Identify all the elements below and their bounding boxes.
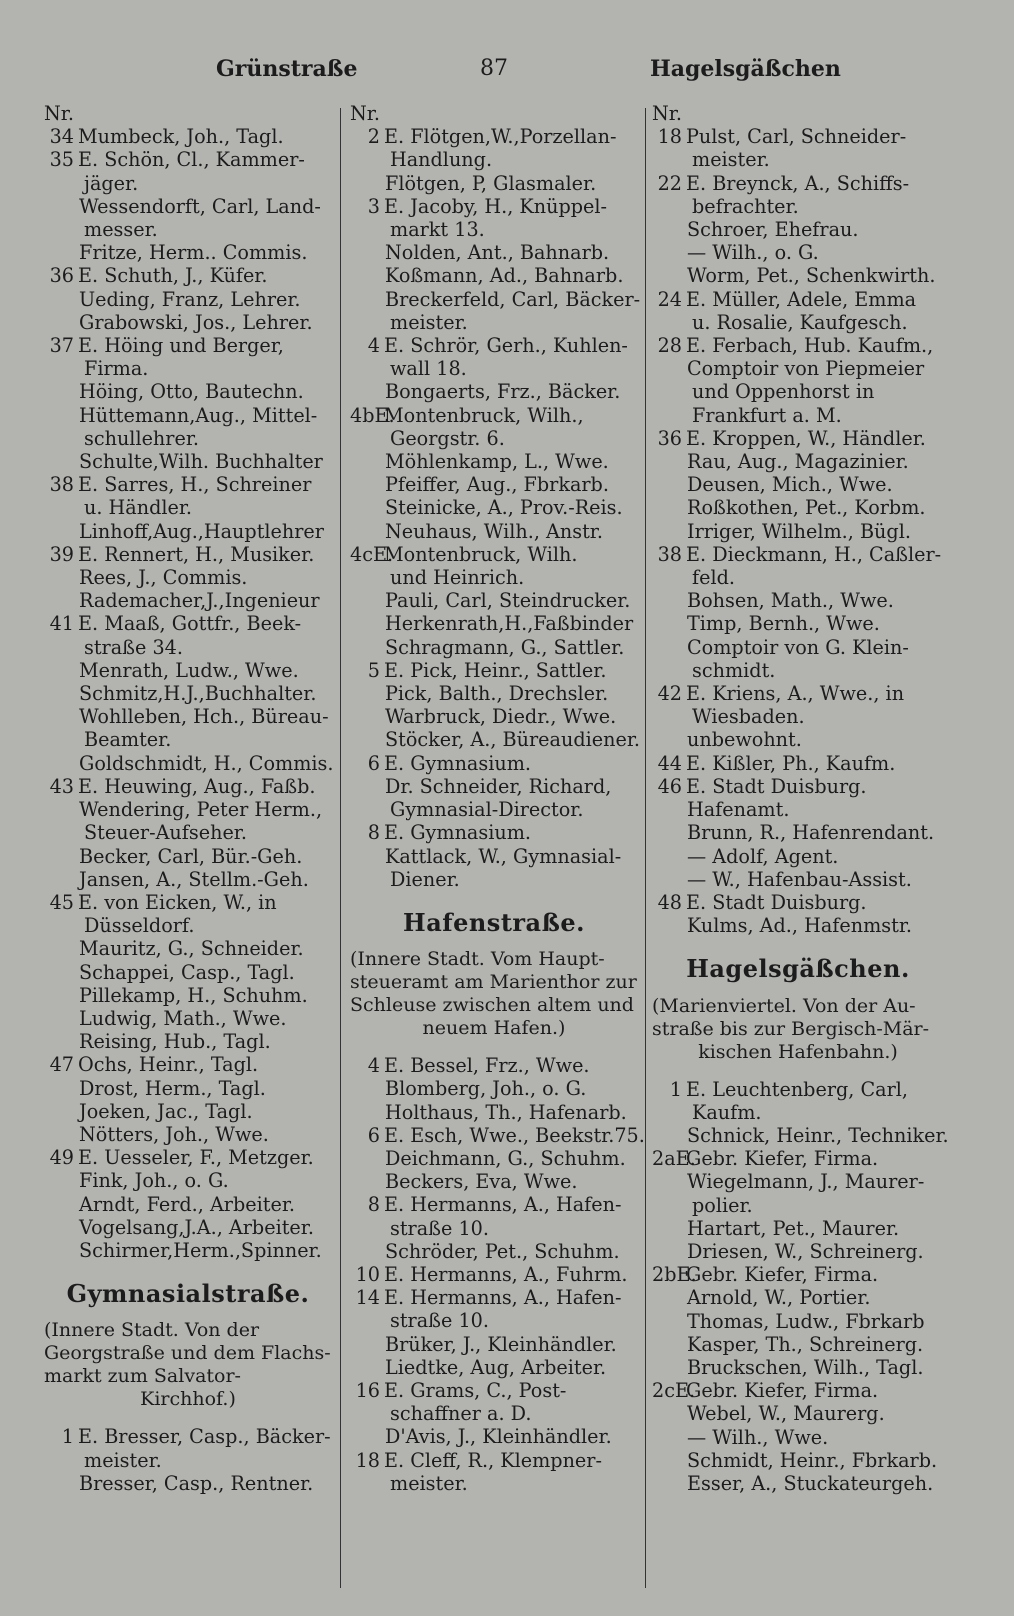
entry-text: E. Hermanns, A., Hafen- — [384, 1286, 622, 1310]
entry-text: E. Müller, Adele, Emma — [686, 287, 917, 311]
house-number: 18 — [657, 125, 682, 149]
entry-text: E. Rennert, H., Musiker. — [78, 542, 315, 566]
entry-text: E. Hermanns, A., Hafen- — [384, 1193, 622, 1217]
directory-entry — [652, 1263, 944, 1286]
resident-line: Driesen, W., Schreinerg. — [687, 1239, 924, 1263]
entry-continuation: feld. — [692, 566, 735, 590]
resident-line: Webel, W., Maurerg. — [687, 1402, 885, 1426]
house-number: 10 — [355, 1262, 380, 1286]
entry-continuation: Wiesbaden. — [692, 705, 805, 729]
directory-entry — [350, 404, 638, 427]
house-number: 49 — [49, 1146, 74, 1170]
directory-entry — [350, 1054, 638, 1077]
entry-continuation: Georgstr. 6. — [390, 426, 505, 450]
entry-text: Gebr. Kiefer, Firma. — [686, 1147, 879, 1171]
directory-entry — [652, 775, 944, 798]
resident-line: Brunn, R., Hafenrendant. — [687, 821, 935, 845]
entry-continuation: straße 34. — [84, 635, 183, 659]
description-line: steueramt am Marienthor zur — [350, 971, 637, 994]
entry-continuation: schmidt. — [692, 658, 776, 682]
entry-continuation: meister. — [390, 1471, 468, 1495]
resident-line: Hartart, Pet., Maurer. — [687, 1216, 900, 1240]
house-number: 22 — [657, 171, 682, 195]
resident-line: Nötters, Joh., Wwe. — [79, 1122, 269, 1146]
entry-text: E. Breynck, A., Schiffs- — [686, 171, 910, 195]
entry-text: E. Leuchtenberg, Carl, — [686, 1077, 909, 1101]
house-number: 42 — [657, 682, 682, 706]
resident-line: Schnick, Heinr., Techniker. — [687, 1123, 949, 1147]
resident-line: Reising, Hub., Tagl. — [79, 1030, 271, 1054]
description-line: markt zum Salvator- — [44, 1365, 241, 1388]
directory-entry — [350, 1193, 638, 1216]
directory-entry — [350, 659, 638, 682]
directory-entry — [652, 288, 944, 311]
house-number: 8 — [367, 1193, 380, 1217]
directory-entry — [44, 148, 332, 171]
running-head-right: Hagelsgäßchen — [650, 56, 841, 82]
street-description — [44, 1319, 332, 1411]
directory-entry — [652, 1379, 944, 1402]
house-number: 35 — [49, 148, 74, 172]
house-number: 1 — [669, 1077, 682, 1101]
directory-entry — [652, 891, 944, 914]
resident-line: Hafenamt. — [687, 798, 790, 822]
house-number: 18 — [355, 1448, 380, 1472]
entry-continuation: Düsseldorf. — [84, 914, 195, 938]
entry-continuation: Handlung. — [390, 148, 493, 172]
house-number: 45 — [49, 890, 74, 914]
resident-line: Goldschmidt, H., Commis. — [79, 751, 334, 775]
entry-text: E. von Eicken, W., in — [78, 890, 277, 914]
entry-text: E. Schön, Cl., Kammer- — [78, 148, 305, 172]
resident-line: Pillekamp, H., Schuhm. — [79, 983, 308, 1007]
entry-text: Montenbruck, Wilh., — [384, 403, 584, 427]
entry-text: E. Stadt Duisburg. — [686, 890, 867, 914]
directory-entry — [44, 612, 332, 635]
resident-line: Wessendorft, Carl, Land- — [79, 194, 321, 218]
resident-line: Brüker, J., Kleinhändler. — [385, 1332, 617, 1356]
directory-entry — [44, 1053, 332, 1076]
resident-line: — Adolf, Agent. — [687, 844, 839, 868]
house-number: 38 — [657, 542, 682, 566]
house-number: 28 — [657, 334, 682, 358]
house-number: 4 — [367, 334, 380, 358]
street-heading: Gymnasialstraße. — [66, 1279, 310, 1309]
resident-line: Fink, Joh., o. G. — [79, 1169, 229, 1193]
entry-continuation: meister. — [390, 310, 468, 334]
entry-text: E. Cleff, R., Klempner- — [384, 1448, 602, 1472]
directory-entry — [652, 752, 944, 775]
directory-entry — [350, 125, 638, 148]
resident-line: Thomas, Ludw., Fbrkarb — [687, 1309, 925, 1333]
resident-line: Rau, Aug., Magazinier. — [687, 450, 909, 474]
house-number: 4bE. — [350, 403, 395, 427]
directory-entry — [44, 1425, 332, 1448]
resident-line: Drost, Herm., Tagl. — [79, 1076, 266, 1100]
description-line: straße bis zur Bergisch-Mär- — [652, 1017, 930, 1040]
entry-continuation: und Oppenhorst in — [692, 380, 875, 404]
entry-continuation: Steuer-Aufseher. — [84, 821, 247, 845]
nr-heading: Nr. — [350, 102, 380, 125]
entry-text: Mumbeck, Joh., Tagl. — [78, 125, 284, 149]
entry-text: E. Kißler, Ph., Kaufm. — [686, 751, 896, 775]
house-number: 39 — [49, 542, 74, 566]
resident-line: Jansen, A., Stellm.-Geh. — [79, 867, 309, 891]
entry-continuation: und Heinrich. — [390, 566, 525, 590]
directory-entry — [350, 1379, 638, 1402]
house-number: 5 — [367, 658, 380, 682]
resident-line: Hüttemann,Aug., Mittel- — [79, 403, 318, 427]
house-number: 36 — [49, 264, 74, 288]
resident-line: — W., Hafenbau-Assist. — [687, 867, 912, 891]
directory-entry — [652, 334, 944, 357]
entry-continuation: straße 10. — [390, 1309, 489, 1333]
house-number: 46 — [657, 774, 682, 798]
entry-text: E. Schuth, J., Küfer. — [78, 264, 268, 288]
resident-line: Fritze, Herm.. Commis. — [79, 241, 308, 265]
house-number: 14 — [355, 1286, 380, 1310]
house-number: 4 — [367, 1054, 380, 1078]
house-number: 8 — [367, 821, 380, 845]
entry-continuation: jäger. — [84, 171, 139, 195]
directory-entry — [350, 821, 638, 844]
house-number: 24 — [657, 287, 682, 311]
street-description — [652, 995, 944, 1064]
resident-line: Schragmann, G., Sattler. — [385, 635, 625, 659]
entry-text: E. Kroppen, W., Händler. — [686, 426, 926, 450]
resident-line: Kattlack, W., Gymnasial- — [385, 844, 622, 868]
resident-line: Linhoff,Aug.,Hauptlehrer — [79, 519, 324, 543]
page-number: 87 — [480, 56, 508, 81]
resident-line: Neuhaus, Wilh., Anstr. — [385, 519, 603, 543]
resident-line: Schmitz,H.J.,Buchhalter. — [79, 682, 317, 706]
resident-line: Stöcker, A., Büreaudiener. — [385, 728, 640, 752]
entry-text: E. Höing und Berger, — [78, 334, 284, 358]
resident-line: Menrath, Ludw., Wwe. — [79, 658, 299, 682]
entry-text: E. Schrör, Gerh., Kuhlen- — [384, 334, 628, 358]
house-number: 6 — [367, 751, 380, 775]
resident-line: Flötgen, P, Glasmaler. — [385, 171, 597, 195]
entry-text: Pulst, Carl, Schneider- — [686, 125, 907, 149]
resident-line: Timp, Bernh., Wwe. — [687, 612, 880, 636]
directory-entry — [44, 1146, 332, 1169]
resident-line: Schröder, Pet., Schuhm. — [385, 1239, 620, 1263]
entry-continuation: polier. — [692, 1193, 753, 1217]
house-number: 3 — [367, 194, 380, 218]
resident-line: Becker, Carl, Bür.-Geh. — [79, 844, 303, 868]
resident-line: D'Avis, J., Kleinhändler. — [385, 1425, 612, 1449]
entry-continuation: messer. — [84, 218, 158, 242]
house-number: 38 — [49, 473, 74, 497]
nr-heading: Nr. — [652, 102, 682, 125]
column-divider — [645, 108, 646, 1588]
resident-line: Deichmann, G., Schuhm. — [385, 1146, 626, 1170]
house-number: 2 — [367, 125, 380, 149]
resident-line: Rees, J., Commis. — [79, 566, 248, 590]
entry-continuation: Frankfurt a. M. — [692, 403, 842, 427]
resident-line: unbewohnt. — [687, 728, 802, 752]
resident-line: Bohsen, Math., Wwe. — [687, 589, 894, 613]
entry-text: E. Bresser, Casp., Bäcker- — [78, 1425, 331, 1449]
resident-line: Ludwig, Math., Wwe. — [79, 1006, 287, 1030]
street-heading: Hagelsgäßchen. — [686, 954, 910, 984]
resident-line: Deusen, Mich., Wwe. — [687, 473, 893, 497]
entry-text: E. Grams, C., Post- — [384, 1378, 567, 1402]
entry-text: E. Dieckmann, H., Caßler- — [686, 542, 942, 566]
house-number: 47 — [49, 1053, 74, 1077]
resident-line: Schmidt, Heinr., Fbrkarb. — [687, 1448, 938, 1472]
resident-line: Pfeiffer, Aug., Fbrkarb. — [385, 473, 609, 497]
entry-text: E. Gymnasium. — [384, 821, 531, 845]
resident-line: Dr. Schneider, Richard, — [385, 774, 612, 798]
resident-line: Pick, Balth., Drechsler. — [385, 682, 609, 706]
description-line: (Innere Stadt. Vom Haupt- — [350, 948, 605, 971]
directory-entry — [350, 752, 638, 775]
resident-line: Wendering, Peter Herm., — [79, 798, 323, 822]
house-number: 2aE. — [652, 1147, 696, 1171]
resident-line: Vogelsang,J.A., Arbeiter. — [79, 1215, 314, 1239]
directory-entry — [44, 473, 332, 496]
resident-line: Kulms, Ad., Hafenmstr. — [687, 914, 912, 938]
entry-text: E. Heuwing, Aug., Faßb. — [78, 774, 316, 798]
column-3 — [652, 102, 949, 1495]
entry-text: E. Stadt Duisburg. — [686, 774, 867, 798]
resident-line: Schulte,Wilh. Buchhalter — [79, 450, 323, 474]
directory-entry — [44, 334, 332, 357]
resident-line: Schirmer,Herm.,Spinner. — [79, 1238, 322, 1262]
description-line: (Marienviertel. Von der Au- — [652, 994, 916, 1017]
house-number: 6 — [367, 1123, 380, 1147]
entry-text: E. Ferbach, Hub. Kaufm., — [686, 334, 934, 358]
entry-text: Gebr. Kiefer, Firma. — [686, 1379, 879, 1403]
resident-line: — Wilh., o. G. — [687, 241, 819, 265]
resident-line: Wiegelmann, J., Maurer- — [687, 1170, 925, 1194]
street-description — [350, 948, 638, 1040]
resident-line: Rademacher,J.,Ingenieur — [79, 589, 320, 613]
resident-line: Breckerfeld, Carl, Bäcker- — [385, 287, 641, 311]
house-number: 36 — [657, 426, 682, 450]
resident-line: Arnold, W., Portier. — [687, 1286, 871, 1310]
directory-entry — [350, 1123, 645, 1147]
description-line: neuem Hafen.) — [422, 1017, 566, 1040]
resident-line: Höing, Otto, Bautechn. — [79, 380, 304, 404]
directory-entry — [652, 125, 944, 148]
resident-line: Mauritz, G., Schneider. — [79, 937, 304, 961]
entry-text: E. Gymnasium. — [384, 751, 531, 775]
entry-continuation: u. Händler. — [84, 496, 193, 520]
directory-entry — [652, 172, 944, 195]
house-number: 34 — [49, 125, 74, 149]
resident-line: Blomberg, Joh., o. G. — [385, 1077, 587, 1101]
resident-line: Koßmann, Ad., Bahnarb. — [385, 264, 624, 288]
resident-line: Arndt, Ferd., Arbeiter. — [79, 1192, 295, 1216]
house-number: 16 — [355, 1378, 380, 1402]
resident-line: Worm, Pet., Schenkwirth. — [687, 264, 936, 288]
resident-line: Wohlleben, Hch., Büreau- — [79, 705, 329, 729]
resident-line: Beckers, Eva, Wwe. — [385, 1170, 578, 1194]
entry-text: Gebr. Kiefer, Firma. — [686, 1263, 879, 1287]
resident-line: Schappei, Casp., Tagl. — [79, 960, 295, 984]
directory-entry — [44, 775, 332, 798]
resident-line: Joeken, Jac., Tagl. — [79, 1099, 253, 1123]
resident-line: Steinicke, A., Prov.-Reis. — [385, 496, 623, 520]
entry-continuation: straße 10. — [390, 1216, 489, 1240]
resident-line: Pauli, Carl, Steindrucker. — [385, 589, 631, 613]
directory-entry — [350, 1263, 638, 1286]
entry-text: E. Bessel, Frz., Wwe. — [384, 1054, 590, 1078]
directory-entry — [350, 1286, 638, 1309]
resident-line: Holthaus, Th., Hafenarb. — [385, 1100, 627, 1124]
resident-line: Comptoir von Piepmeier — [687, 357, 925, 381]
house-number: 2cE. — [652, 1379, 696, 1403]
nr-heading: Nr. — [44, 102, 74, 125]
resident-line: Möhlenkamp, L., Wwe. — [385, 450, 609, 474]
column-1 — [44, 102, 332, 1495]
house-number: 43 — [49, 774, 74, 798]
entry-text: Montenbruck, Wilh. — [384, 542, 578, 566]
directory-entry — [44, 125, 332, 148]
resident-line: Grabowski, Jos., Lehrer. — [79, 310, 313, 334]
directory-entry — [652, 1147, 944, 1170]
directory-entry — [44, 264, 332, 287]
entry-continuation: befrachter. — [692, 194, 799, 218]
entry-continuation: markt 13. — [390, 218, 485, 242]
directory-entry — [350, 1449, 638, 1472]
description-line: Georgstraße und dem Flachs- — [44, 1342, 331, 1365]
street-heading: Hafenstraße. — [403, 907, 585, 937]
directory-entry — [44, 891, 332, 914]
entry-text: E. Flötgen,W.,Porzellan- — [384, 125, 617, 149]
entry-continuation: Beamter. — [84, 728, 172, 752]
entry-text: E. Esch, Wwe., Beekstr.75. — [384, 1123, 645, 1147]
entry-continuation: Diener. — [390, 867, 460, 891]
entry-text: E. Kriens, A., Wwe., in — [686, 682, 905, 706]
entry-text: E. Uesseler, F., Metzger. — [78, 1146, 314, 1170]
directory-entry — [652, 682, 944, 705]
entry-text: Ochs, Heinr., Tagl. — [78, 1053, 259, 1077]
description-line: Kirchhof.) — [140, 1388, 236, 1411]
resident-line: Schroer, Ehefrau. — [687, 218, 859, 242]
resident-line: Bruckschen, Wilh., Tagl. — [687, 1355, 924, 1379]
resident-line: Irriger, Wilhelm., Bügl. — [687, 519, 911, 543]
resident-line: Kasper, Th., Schreinerg. — [687, 1332, 924, 1356]
running-head-left: Grünstraße — [216, 56, 358, 82]
directory-entry — [652, 1078, 944, 1101]
directory-entry — [350, 543, 638, 566]
entry-continuation: meister. — [84, 1448, 162, 1472]
house-number: 44 — [657, 751, 682, 775]
entry-continuation: Firma. — [84, 357, 149, 381]
resident-line: Liedtke, Aug, Arbeiter. — [385, 1355, 607, 1379]
directory-entry — [652, 543, 944, 566]
directory-entry — [350, 334, 638, 357]
description-line: (Innere Stadt. Von der — [44, 1319, 260, 1342]
resident-line: Ueding, Franz, Lehrer. — [79, 287, 301, 311]
resident-line: — Wilh., Wwe. — [687, 1425, 829, 1449]
entry-continuation: meister. — [692, 148, 770, 172]
resident-line: Comptoir von G. Klein- — [687, 635, 909, 659]
entry-continuation: schaffner a. D. — [390, 1402, 532, 1426]
entry-text: E. Jacoby, H., Knüppel- — [384, 194, 608, 218]
resident-line: Roßkothen, Pet., Korbm. — [687, 496, 926, 520]
entry-text: E. Sarres, H., Schreiner — [78, 473, 312, 497]
house-number: 4cE. — [350, 542, 394, 566]
directory-entry — [44, 543, 332, 566]
entry-text: E. Maaß, Gottfr., Beek- — [78, 612, 302, 636]
description-line: Schleuse zwischen altem und — [350, 994, 634, 1017]
house-number: 41 — [49, 612, 74, 636]
entry-continuation: u. Rosalie, Kaufgesch. — [692, 310, 908, 334]
resident-line: Esser, A., Stuckateurgeh. — [687, 1471, 934, 1495]
resident-line: Bresser, Casp., Rentner. — [79, 1471, 314, 1495]
resident-line: Warbruck, Diedr., Wwe. — [385, 705, 617, 729]
house-number: 48 — [657, 890, 682, 914]
entry-continuation: schullehrer. — [84, 426, 199, 450]
directory-entry — [350, 195, 638, 218]
entry-continuation: Gymnasial-Director. — [390, 798, 584, 822]
column-divider — [340, 108, 341, 1588]
entry-continuation: wall 18. — [390, 357, 467, 381]
house-number: 1 — [61, 1425, 74, 1449]
entry-continuation: Kaufm. — [692, 1100, 762, 1124]
description-line: kischen Hafenbahn.) — [698, 1040, 898, 1063]
house-number: 37 — [49, 334, 74, 358]
entry-text: E. Hermanns, A., Fuhrm. — [384, 1262, 628, 1286]
resident-line: Herkenrath,H.,Faßbinder — [385, 612, 634, 636]
resident-line: Nolden, Ant., Bahnarb. — [385, 241, 610, 265]
entry-text: E. Pick, Heinr., Sattler. — [384, 658, 607, 682]
directory-entry — [652, 427, 944, 450]
resident-line: Bongaerts, Frz., Bäcker. — [385, 380, 621, 404]
house-number: 2bE. — [652, 1263, 697, 1287]
column-2 — [350, 102, 645, 1495]
